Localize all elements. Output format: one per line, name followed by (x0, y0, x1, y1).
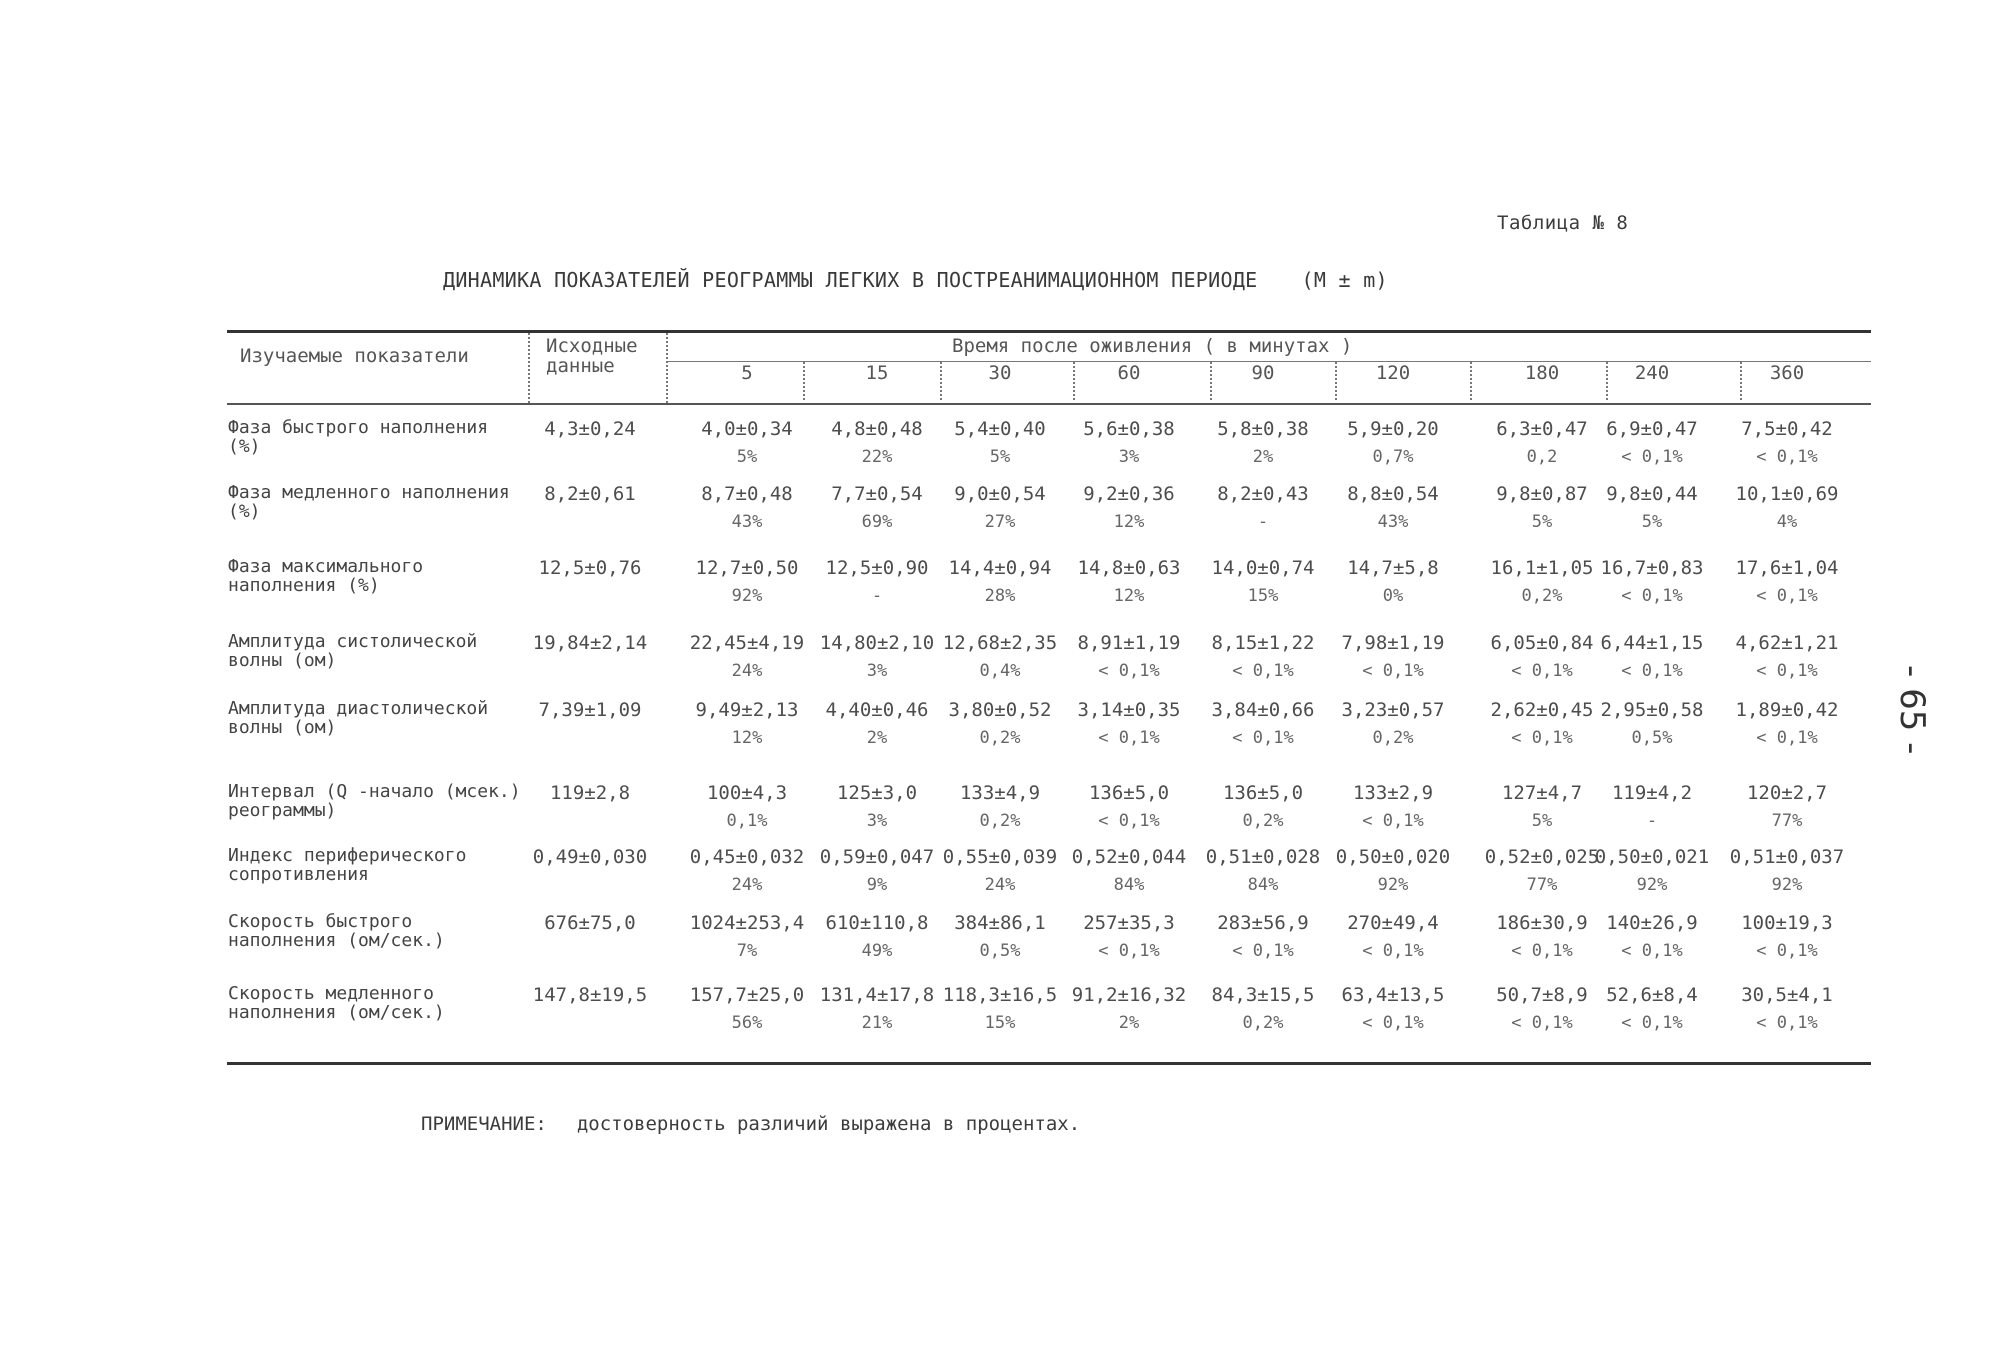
data-cell (1328, 782, 1458, 832)
significance-value: 3% (1118, 447, 1140, 467)
significance-value: 69% (861, 512, 893, 532)
data-cell (812, 418, 942, 468)
significance-value: < 0,1% (1362, 811, 1424, 831)
mean-value: 12,68±2,35 (942, 632, 1058, 654)
mean-value: 0,50±0,021 (1594, 846, 1710, 868)
mean-value: 5,9±0,20 (1347, 418, 1439, 440)
mean-value: 6,9±0,47 (1606, 418, 1698, 440)
baseline-value: 119±2,8 (549, 782, 631, 804)
significance-value: 0,2% (979, 728, 1021, 748)
data-cell (1198, 632, 1328, 682)
significance-value: 5% (736, 447, 758, 467)
significance-value: < 0,1% (1621, 1013, 1683, 1033)
mean-value: 84,3±15,5 (1211, 984, 1315, 1006)
data-cell (1328, 557, 1458, 607)
baseline-cell (525, 632, 655, 654)
significance-value: 0% (1382, 586, 1404, 606)
mean-value: 133±4,9 (959, 782, 1041, 804)
mean-value: 14,8±0,63 (1077, 557, 1181, 579)
significance-value: 22% (861, 447, 893, 467)
mean-value: 5,4±0,40 (954, 418, 1046, 440)
baseline-cell (525, 699, 655, 721)
data-cell (812, 846, 942, 896)
data-cell (1328, 418, 1458, 468)
mean-value: 100±4,3 (706, 782, 788, 804)
significance-value: 3% (866, 661, 888, 681)
mean-value: 2,95±0,58 (1600, 699, 1704, 721)
significance-value: 15% (984, 1013, 1016, 1033)
mean-value: 118,3±16,5 (942, 984, 1058, 1006)
data-cell (1064, 418, 1194, 468)
significance-value: 12% (731, 728, 763, 748)
significance-value: 43% (1377, 512, 1409, 532)
header-time-group: Время после оживления ( в минутах ) (952, 335, 1353, 357)
mean-value: 12,7±0,50 (695, 557, 799, 579)
mean-value: 7,5±0,42 (1741, 418, 1833, 440)
mean-value: 127±4,7 (1501, 782, 1583, 804)
header-indicator: Изучаемые показатели (240, 345, 469, 367)
mean-value: 6,05±0,84 (1490, 632, 1594, 654)
mean-value: 8,8±0,54 (1347, 483, 1439, 505)
data-cell (812, 699, 942, 749)
significance-value: 43% (731, 512, 763, 532)
mean-value: 9,0±0,54 (954, 483, 1046, 505)
data-cell (1587, 912, 1717, 962)
baseline-value: 12,5±0,76 (538, 557, 642, 579)
mean-value: 4,0±0,34 (701, 418, 793, 440)
header-time-30: 30 (988, 362, 1012, 384)
significance-value: 24% (984, 875, 1016, 895)
mean-value: 2,62±0,45 (1490, 699, 1594, 721)
data-cell (1198, 782, 1328, 832)
significance-value: 92% (731, 586, 763, 606)
significance-value: 0,7% (1372, 447, 1414, 467)
mean-value: 3,14±0,35 (1077, 699, 1181, 721)
data-cell (1328, 483, 1458, 533)
data-cell (682, 557, 812, 607)
row-label: Амплитуда систолической волны (ом) (228, 631, 478, 671)
data-cell (1587, 984, 1717, 1034)
mean-value: 5,8±0,38 (1217, 418, 1309, 440)
significance-value: < 0,1% (1098, 811, 1160, 831)
mean-value: 7,7±0,54 (831, 483, 923, 505)
significance-value: < 0,1% (1511, 728, 1573, 748)
significance-value: 2% (1252, 447, 1274, 467)
significance-value: 28% (984, 586, 1016, 606)
data-cell (1587, 418, 1717, 468)
mean-value: 610±110,8 (825, 912, 929, 934)
significance-value: 27% (984, 512, 1016, 532)
time-column-separator (803, 362, 805, 400)
row-label: Скорость быстрого наполнения (ом/сек.) (228, 911, 445, 951)
title-text: ДИНАМИКА ПОКАЗАТЕЛЕЙ РЕОГРАММЫ ЛЕГКИХ В ПОСТРЕАНИМАЦИОННОМ ПЕРИОДЕ (443, 268, 1258, 292)
mean-value: 9,2±0,36 (1083, 483, 1175, 505)
significance-value: 84% (1247, 875, 1279, 895)
data-cell (1722, 418, 1852, 468)
mean-value: 6,3±0,47 (1496, 418, 1588, 440)
mean-value: 0,59±0,047 (819, 846, 935, 868)
significance-value: 77% (1526, 875, 1558, 895)
mean-value: 63,4±13,5 (1341, 984, 1445, 1006)
baseline-value: 8,2±0,61 (544, 483, 636, 505)
data-cell (1328, 632, 1458, 682)
mean-value: 91,2±16,32 (1071, 984, 1187, 1006)
page-number: - 65 - (1892, 665, 1932, 755)
significance-value: 2% (1118, 1013, 1140, 1033)
mean-value: 4,62±1,21 (1735, 632, 1839, 654)
row-label: Интервал (Q -начало (мсек.) реограммы) (228, 781, 521, 821)
mean-value: 10,1±0,69 (1735, 483, 1839, 505)
header-time-5: 5 (741, 362, 753, 384)
mean-value: 3,80±0,52 (948, 699, 1052, 721)
significance-value: - (871, 586, 883, 606)
header-bottom-rule (227, 403, 1871, 405)
mean-value: 270±49,4 (1347, 912, 1439, 934)
mean-value: 0,55±0,039 (942, 846, 1058, 868)
mean-value: 8,2±0,43 (1217, 483, 1309, 505)
title-formula: (M ± m) (1301, 268, 1388, 292)
data-cell (812, 483, 942, 533)
mean-value: 8,15±1,22 (1211, 632, 1315, 654)
mean-value: 8,7±0,48 (701, 483, 793, 505)
data-cell (1198, 912, 1328, 962)
significance-value: < 0,1% (1098, 661, 1160, 681)
time-column-separator (1210, 362, 1212, 400)
data-cell (935, 846, 1065, 896)
significance-value: 49% (861, 941, 893, 961)
data-cell (812, 782, 942, 832)
significance-value: < 0,1% (1362, 941, 1424, 961)
significance-value: 0,2% (1372, 728, 1414, 748)
mean-value: 14,7±5,8 (1347, 557, 1439, 579)
header-time-240: 240 (1634, 362, 1670, 384)
significance-value: 77% (1771, 811, 1803, 831)
baseline-cell (525, 782, 655, 804)
mean-value: 0,45±0,032 (689, 846, 805, 868)
mean-value: 257±35,3 (1083, 912, 1175, 934)
data-cell (1328, 846, 1458, 896)
data-cell (682, 912, 812, 962)
data-cell (1722, 984, 1852, 1034)
mean-value: 5,6±0,38 (1083, 418, 1175, 440)
row-label: Фаза быстрого наполнения (%) (228, 417, 489, 457)
table-note (421, 1113, 1080, 1135)
mean-value: 131,4±17,8 (819, 984, 935, 1006)
data-cell (935, 418, 1065, 468)
time-column-separator (1606, 362, 1608, 400)
data-cell (682, 846, 812, 896)
mean-value: 0,51±0,037 (1729, 846, 1845, 868)
data-cell (812, 912, 942, 962)
mean-value: 14,0±0,74 (1211, 557, 1315, 579)
data-cell (682, 984, 812, 1034)
mean-value: 4,8±0,48 (831, 418, 923, 440)
significance-value: < 0,1% (1756, 586, 1818, 606)
mean-value: 1024±253,4 (689, 912, 805, 934)
data-cell (682, 782, 812, 832)
row-label: Амплитуда диастолической волны (ом) (228, 698, 489, 738)
data-cell (1198, 984, 1328, 1034)
significance-value: 9% (866, 875, 888, 895)
data-cell (1064, 632, 1194, 682)
mean-value: 136±5,0 (1222, 782, 1304, 804)
data-cell (1722, 699, 1852, 749)
baseline-cell (525, 483, 655, 505)
baseline-cell (525, 557, 655, 579)
mean-value: 186±30,9 (1496, 912, 1588, 934)
significance-value: 5% (1641, 512, 1663, 532)
significance-value: 0,5% (1631, 728, 1673, 748)
data-cell (1328, 984, 1458, 1034)
data-cell (1722, 782, 1852, 832)
time-column-separator (1335, 362, 1337, 400)
data-cell (1198, 418, 1328, 468)
mean-value: 50,7±8,9 (1496, 984, 1588, 1006)
significance-value: 0,4% (979, 661, 1021, 681)
baseline-value: 676±75,0 (544, 912, 636, 934)
data-cell (1328, 912, 1458, 962)
mean-value: 4,40±0,46 (825, 699, 929, 721)
data-cell (682, 699, 812, 749)
mean-value: 140±26,9 (1606, 912, 1698, 934)
significance-value: < 0,1% (1756, 1013, 1818, 1033)
table-bottom-rule (227, 1062, 1871, 1065)
significance-value: 24% (731, 875, 763, 895)
mean-value: 16,7±0,83 (1600, 557, 1704, 579)
significance-value: 0,2% (979, 811, 1021, 831)
header-time-120: 120 (1375, 362, 1411, 384)
significance-value: < 0,1% (1098, 728, 1160, 748)
data-cell (1198, 483, 1328, 533)
mean-value: 0,52±0,025 (1484, 846, 1600, 868)
baseline-value: 4,3±0,24 (544, 418, 636, 440)
mean-value: 9,8±0,87 (1496, 483, 1588, 505)
significance-value: 0,2% (1242, 811, 1284, 831)
data-cell (812, 984, 942, 1034)
header-time-360: 360 (1769, 362, 1805, 384)
data-cell (1587, 782, 1717, 832)
significance-value: < 0,1% (1362, 661, 1424, 681)
significance-value: 3% (866, 811, 888, 831)
mean-value: 384±86,1 (954, 912, 1046, 934)
data-cell (935, 782, 1065, 832)
baseline-cell (525, 984, 655, 1006)
significance-value: 0,2% (1242, 1013, 1284, 1033)
data-cell (1722, 912, 1852, 962)
significance-value: < 0,1% (1621, 447, 1683, 467)
significance-value: 24% (731, 661, 763, 681)
significance-value: - (1257, 512, 1269, 532)
baseline-cell (525, 912, 655, 934)
significance-value: < 0,1% (1621, 941, 1683, 961)
data-cell (1722, 846, 1852, 896)
mean-value: 22,45±4,19 (689, 632, 805, 654)
mean-value: 1,89±0,42 (1735, 699, 1839, 721)
mean-value: 17,6±1,04 (1735, 557, 1839, 579)
significance-value: 5% (1531, 811, 1553, 831)
row-label: Фаза медленного наполнения (%) (228, 482, 510, 522)
significance-value: - (1646, 811, 1658, 831)
data-cell (1064, 846, 1194, 896)
mean-value: 0,52±0,044 (1071, 846, 1187, 868)
baseline-value: 147,8±19,5 (532, 984, 648, 1006)
significance-value: 0,5% (979, 941, 1021, 961)
data-cell (1587, 557, 1717, 607)
row-label: Скорость медленного наполнения (ом/сек.) (228, 983, 445, 1023)
mean-value: 119±4,2 (1611, 782, 1693, 804)
significance-value: 12% (1113, 586, 1145, 606)
data-cell (1198, 699, 1328, 749)
significance-value: < 0,1% (1756, 447, 1818, 467)
data-cell (935, 632, 1065, 682)
data-cell (1587, 483, 1717, 533)
row-label: Индекс периферического сопротивления (228, 845, 467, 885)
mean-value: 125±3,0 (836, 782, 918, 804)
data-cell (682, 418, 812, 468)
mean-value: 9,8±0,44 (1606, 483, 1698, 505)
significance-value: < 0,1% (1232, 728, 1294, 748)
significance-value: 2% (866, 728, 888, 748)
data-cell (812, 632, 942, 682)
baseline-value: 7,39±1,09 (538, 699, 642, 721)
data-cell (935, 483, 1065, 533)
data-cell (812, 557, 942, 607)
baseline-value: 0,49±0,030 (532, 846, 648, 868)
data-cell (935, 912, 1065, 962)
baseline-cell (525, 846, 655, 868)
significance-value: 92% (1636, 875, 1668, 895)
data-cell (682, 632, 812, 682)
mean-value: 100±19,3 (1741, 912, 1833, 934)
data-cell (935, 557, 1065, 607)
significance-value: < 0,1% (1511, 1013, 1573, 1033)
significance-value: 4% (1776, 512, 1798, 532)
mean-value: 3,23±0,57 (1341, 699, 1445, 721)
significance-value: 15% (1247, 586, 1279, 606)
data-cell (1064, 557, 1194, 607)
significance-value: 21% (861, 1013, 893, 1033)
mean-value: 0,51±0,028 (1205, 846, 1321, 868)
time-column-separator (1470, 362, 1472, 400)
significance-value: < 0,1% (1756, 728, 1818, 748)
mean-value: 8,91±1,19 (1077, 632, 1181, 654)
mean-value: 14,4±0,94 (948, 557, 1052, 579)
mean-value: 283±56,9 (1217, 912, 1309, 934)
data-cell (1587, 846, 1717, 896)
data-cell (935, 984, 1065, 1034)
table-title (443, 268, 1388, 292)
mean-value: 52,6±8,4 (1606, 984, 1698, 1006)
mean-value: 0,50±0,020 (1335, 846, 1451, 868)
significance-value: < 0,1% (1232, 661, 1294, 681)
data-cell (1587, 699, 1717, 749)
mean-value: 14,80±2,10 (819, 632, 935, 654)
data-cell (1722, 483, 1852, 533)
significance-value: < 0,1% (1756, 661, 1818, 681)
significance-value: < 0,1% (1098, 941, 1160, 961)
significance-value: < 0,1% (1511, 661, 1573, 681)
data-cell (1064, 699, 1194, 749)
note-label: ПРИМЕЧАНИЕ: (421, 1113, 547, 1135)
header-time-15: 15 (865, 362, 889, 384)
significance-value: 84% (1113, 875, 1145, 895)
significance-value: < 0,1% (1621, 586, 1683, 606)
data-cell (1064, 912, 1194, 962)
data-cell (682, 483, 812, 533)
time-column-separator (1073, 362, 1075, 400)
significance-value: 0,2% (1521, 586, 1563, 606)
mean-value: 6,44±1,15 (1600, 632, 1704, 654)
mean-value: 133±2,9 (1352, 782, 1434, 804)
mean-value: 9,49±2,13 (695, 699, 799, 721)
significance-value: 0,1% (726, 811, 768, 831)
significance-value: < 0,1% (1756, 941, 1818, 961)
data-cell (1064, 782, 1194, 832)
data-cell (1064, 984, 1194, 1034)
significance-value: 12% (1113, 512, 1145, 532)
significance-value: < 0,1% (1621, 661, 1683, 681)
mean-value: 12,5±0,90 (825, 557, 929, 579)
significance-value: 5% (989, 447, 1011, 467)
header-time-60: 60 (1117, 362, 1141, 384)
significance-value: < 0,1% (1511, 941, 1573, 961)
table-top-rule (227, 330, 1871, 333)
time-column-separator (1740, 362, 1742, 400)
significance-value: 0,2 (1526, 447, 1558, 467)
data-cell (1198, 557, 1328, 607)
data-cell (1587, 632, 1717, 682)
header-time-90: 90 (1251, 362, 1275, 384)
header-separator (528, 333, 530, 403)
significance-value: 56% (731, 1013, 763, 1033)
mean-value: 16,1±1,05 (1490, 557, 1594, 579)
mean-value: 157,7±25,0 (689, 984, 805, 1006)
mean-value: 3,84±0,66 (1211, 699, 1315, 721)
data-cell (1064, 483, 1194, 533)
mean-value: 120±2,7 (1746, 782, 1828, 804)
note-text: достоверность различий выражена в процентах. (576, 1113, 1081, 1135)
significance-value: 5% (1531, 512, 1553, 532)
data-cell (935, 699, 1065, 749)
significance-value: 92% (1771, 875, 1803, 895)
significance-value: 7% (736, 941, 758, 961)
significance-value: < 0,1% (1362, 1013, 1424, 1033)
significance-value: < 0,1% (1232, 941, 1294, 961)
significance-value: 92% (1377, 875, 1409, 895)
mean-value: 30,5±4,1 (1741, 984, 1833, 1006)
header-baseline: Исходные данные (546, 335, 638, 377)
data-cell (1328, 699, 1458, 749)
data-cell (1722, 557, 1852, 607)
data-cell (1722, 632, 1852, 682)
baseline-value: 19,84±2,14 (532, 632, 648, 654)
data-cell (1198, 846, 1328, 896)
mean-value: 136±5,0 (1088, 782, 1170, 804)
table-number-label: Таблица № 8 (1497, 212, 1629, 234)
baseline-cell (525, 418, 655, 440)
time-column-separator (940, 362, 942, 400)
header-separator (666, 333, 668, 403)
header-time-180: 180 (1524, 362, 1560, 384)
mean-value: 7,98±1,19 (1341, 632, 1445, 654)
row-label: Фаза максимального наполнения (%) (228, 556, 424, 596)
